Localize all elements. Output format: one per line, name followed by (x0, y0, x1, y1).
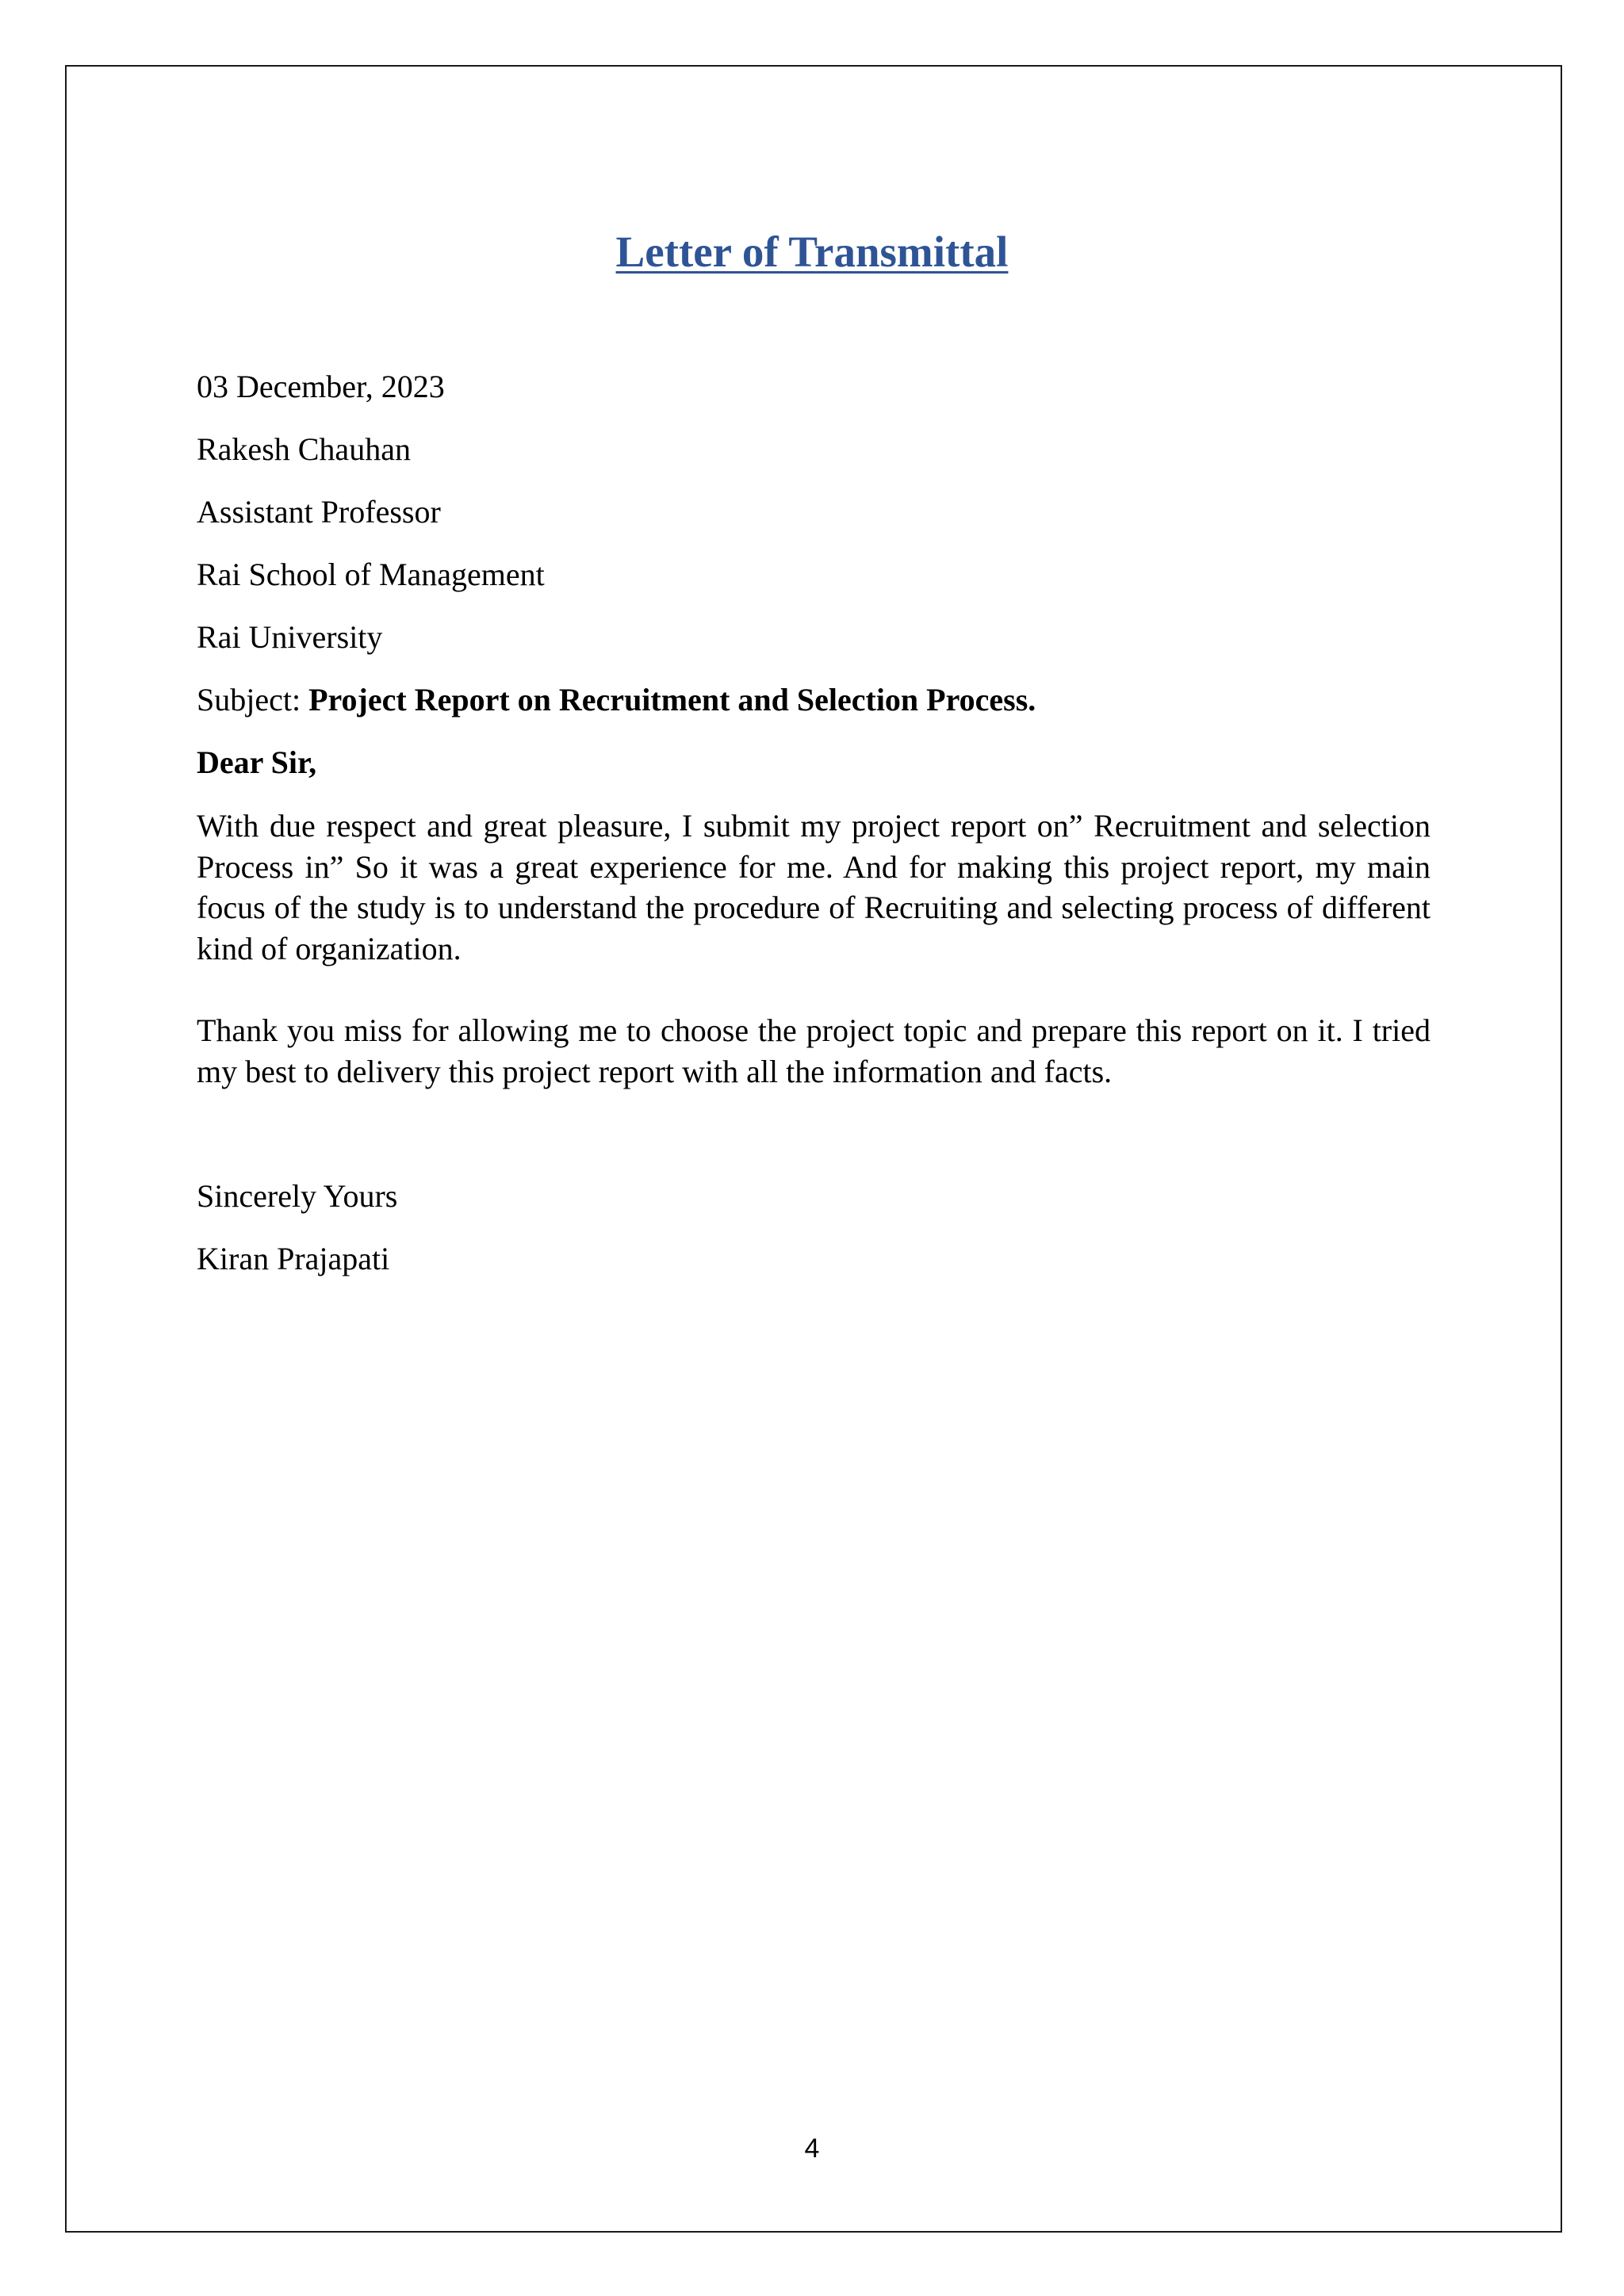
recipient-school: Rai School of Management (197, 557, 545, 592)
page-title: Letter of Transmittal (615, 228, 1009, 276)
signature-name: Kiran Prajapati (197, 1241, 390, 1276)
body-paragraph-2: Thank you miss for allowing me to choose the project topic and prepare this report on it. I tried my best to delivery this project report with all the information and facts. (197, 1012, 1431, 1089)
subject-text: Project Report on Recruitment and Selection Process. (308, 682, 1036, 718)
letter-date: 03 December, 2023 (197, 369, 445, 404)
page-number: 4 (804, 2133, 820, 2164)
recipient-university: Rai University (197, 619, 383, 655)
salutation: Dear Sir, (197, 744, 317, 780)
closing: Sincerely Yours (197, 1178, 398, 1214)
recipient-name: Rakesh Chauhan (197, 431, 411, 467)
body-paragraph-1: With due respect and great pleasure, I submit my project report on” Recruitment and selection Process in” So it was a great experience for me. And for making this project report, my main focus of the study is to understand the procedure of Recruiting and selecting process of different kind of organization. (197, 808, 1431, 966)
subject-line (197, 679, 1036, 721)
subject-label: Subject: (197, 682, 309, 718)
recipient-position: Assistant Professor (197, 494, 441, 530)
